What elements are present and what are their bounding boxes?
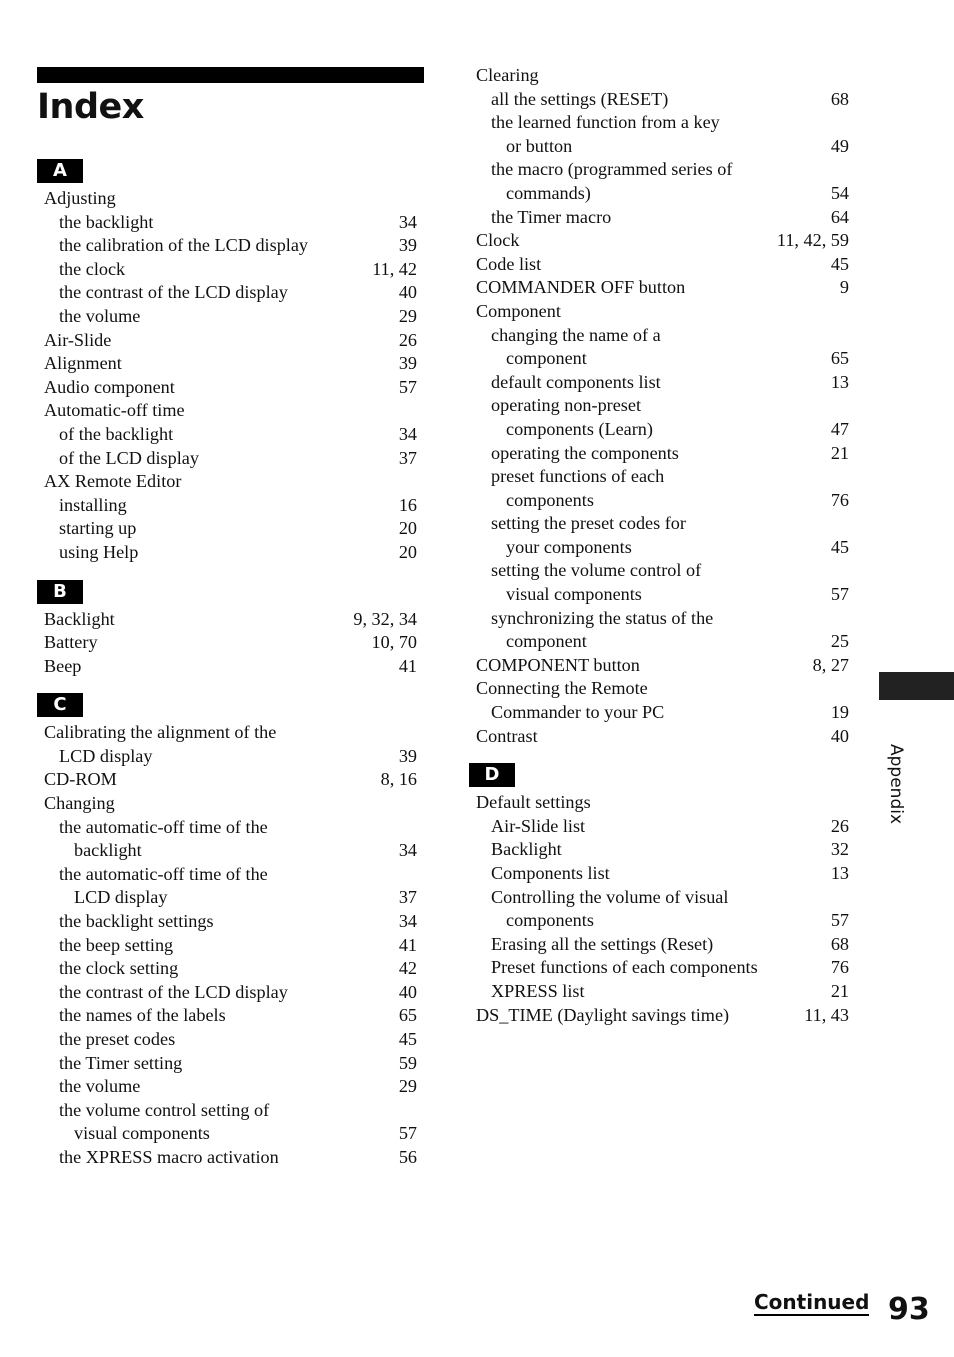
index-entry bbox=[44, 447, 417, 471]
index-entry bbox=[476, 229, 849, 253]
index-entry-pages: 57 bbox=[830, 910, 849, 931]
section-letter: B bbox=[37, 580, 83, 604]
index-entry-text: the Timer setting bbox=[59, 1052, 183, 1073]
index-entry-text: the volume bbox=[59, 1076, 141, 1097]
index-entry-text: Commander to your PC bbox=[491, 702, 665, 723]
index-entry-pages: 54 bbox=[830, 182, 849, 203]
index-entry-pages: 49 bbox=[830, 135, 849, 156]
index-entry-pages: 26 bbox=[398, 329, 417, 350]
index-entry-pages: 76 bbox=[830, 957, 849, 978]
index-entry-text: components (Learn) bbox=[506, 418, 653, 439]
index-entry bbox=[476, 206, 849, 230]
index-entry-text: Clock bbox=[476, 230, 520, 251]
index-entry-text: Automatic-off time bbox=[44, 400, 185, 421]
index-entry-pages: 34 bbox=[398, 211, 417, 232]
index-entry-text: Backlight bbox=[491, 839, 562, 860]
index-entry bbox=[44, 305, 417, 329]
index-entry bbox=[476, 111, 849, 135]
index-entry-pages: 41 bbox=[398, 655, 417, 676]
index-entry bbox=[476, 182, 849, 206]
index-entry-pages: 56 bbox=[398, 1146, 417, 1167]
index-entry-pages: 37 bbox=[398, 447, 417, 468]
index-entry-text: Alignment bbox=[44, 353, 122, 374]
index-entry-text: Adjusting bbox=[44, 188, 116, 208]
index-entry-pages: 25 bbox=[830, 631, 849, 652]
index-entry bbox=[476, 394, 849, 418]
index-entry-text: Controlling the volume of visual bbox=[491, 886, 729, 907]
index-entry bbox=[476, 442, 849, 466]
index-entry bbox=[44, 234, 417, 258]
index-entry bbox=[476, 725, 849, 749]
index-entry-text: using Help bbox=[59, 541, 139, 562]
index-entry-pages: 76 bbox=[830, 489, 849, 510]
index-entry-text: all the settings (RESET) bbox=[491, 88, 669, 109]
index-entry-text: the contrast of the LCD display bbox=[59, 981, 288, 1002]
index-entry-text: visual components bbox=[74, 1123, 210, 1144]
index-entry bbox=[44, 981, 417, 1005]
index-entry bbox=[476, 815, 849, 839]
index-entry-text: the Timer macro bbox=[491, 206, 612, 227]
index-entry-pages: 34 bbox=[398, 911, 417, 932]
index-entry-text: Beep bbox=[44, 655, 82, 676]
index-entry-pages: 57 bbox=[398, 376, 417, 397]
index-entry-pages: 65 bbox=[398, 1005, 417, 1026]
index-entry-pages: 65 bbox=[830, 348, 849, 369]
index-entry bbox=[44, 211, 417, 235]
index-entry bbox=[476, 135, 849, 159]
index-entry bbox=[44, 187, 417, 211]
index-entry bbox=[476, 371, 849, 395]
index-entry bbox=[476, 276, 849, 300]
index-entry-text: Default settings bbox=[476, 792, 591, 813]
index-entry-pages: 11, 42, 59 bbox=[776, 230, 849, 251]
index-entry bbox=[476, 886, 849, 910]
index-entry-text: LCD display bbox=[59, 745, 153, 766]
index-entry-text: your components bbox=[506, 536, 632, 557]
index-entry-text: Components list bbox=[491, 863, 610, 883]
index-entry-text: LCD display bbox=[74, 887, 168, 908]
index-entry-pages: 8, 16 bbox=[380, 769, 417, 790]
index-entry bbox=[44, 494, 417, 518]
index-entry-text: components bbox=[506, 910, 594, 931]
index-entry bbox=[476, 654, 849, 678]
index-entry-text: backlight bbox=[74, 840, 142, 861]
index-entry-pages: 29 bbox=[398, 1076, 417, 1097]
index-entry-pages: 45 bbox=[830, 536, 849, 557]
index-entry-text: the backlight settings bbox=[59, 911, 214, 932]
index-entry-text: components bbox=[506, 489, 594, 510]
index-entry bbox=[476, 418, 849, 442]
index-entry-pages: 29 bbox=[398, 305, 417, 326]
index-entry-pages: 39 bbox=[398, 353, 417, 374]
index-entry bbox=[44, 1052, 417, 1076]
index-entry-text: Air-Slide list bbox=[491, 815, 586, 836]
index-entry-text: operating the components bbox=[491, 442, 679, 463]
index-entry bbox=[476, 933, 849, 957]
index-entry-text: setting the preset codes for bbox=[491, 513, 686, 534]
index-entry-pages: 59 bbox=[398, 1052, 417, 1073]
index-entry-text: component bbox=[506, 631, 587, 652]
index-entry-pages: 40 bbox=[830, 725, 849, 746]
index-entry bbox=[44, 399, 417, 423]
index-entry bbox=[44, 816, 417, 840]
index-entry bbox=[476, 583, 849, 607]
index-entry bbox=[44, 352, 417, 376]
index-entry bbox=[476, 862, 849, 886]
index-entry-text: the preset codes bbox=[59, 1029, 176, 1049]
index-entry bbox=[476, 677, 849, 701]
index-entry bbox=[44, 745, 417, 769]
index-entry-text: commands) bbox=[506, 182, 591, 203]
index-entry-pages: 45 bbox=[398, 1029, 417, 1049]
index-entry-text: changing the name of a bbox=[491, 324, 661, 345]
index-entry-text: the contrast of the LCD display bbox=[59, 282, 288, 303]
index-entry bbox=[476, 701, 849, 725]
section-letter: C bbox=[37, 693, 83, 717]
page-title: Index bbox=[37, 87, 144, 127]
index-entry-pages: 45 bbox=[830, 253, 849, 274]
index-entry bbox=[44, 631, 417, 655]
index-entry bbox=[476, 489, 849, 513]
section-letter: D bbox=[469, 763, 515, 787]
index-entry-pages: 11, 43 bbox=[804, 1004, 849, 1025]
index-entry-pages: 20 bbox=[398, 518, 417, 539]
index-entry-text: installing bbox=[59, 494, 127, 515]
continued-label: Continued bbox=[754, 1290, 870, 1314]
index-entry bbox=[476, 630, 849, 654]
index-entry bbox=[44, 517, 417, 541]
index-entry-pages: 20 bbox=[398, 541, 417, 562]
index-entry-pages: 8, 27 bbox=[812, 654, 849, 675]
index-entry bbox=[44, 281, 417, 305]
index-entry-text: Contrast bbox=[476, 725, 538, 746]
index-entry-pages: 34 bbox=[398, 840, 417, 861]
index-entry-text: the volume control setting of bbox=[59, 1099, 270, 1120]
index-entry-text: the beep setting bbox=[59, 934, 174, 955]
index-entry-pages: 57 bbox=[830, 584, 849, 605]
index-entry-pages: 32 bbox=[830, 839, 849, 860]
index-entry-pages: 42 bbox=[398, 958, 417, 979]
index-entry-text: operating non-preset bbox=[491, 395, 641, 416]
index-entry-pages: 13 bbox=[830, 863, 849, 883]
index-entry-text: setting the volume control of bbox=[491, 560, 702, 581]
index-entry bbox=[476, 253, 849, 277]
index-entry bbox=[44, 934, 417, 958]
index-entry bbox=[44, 376, 417, 400]
index-entry-text: the learned function from a key bbox=[491, 112, 720, 133]
index-entry bbox=[44, 839, 417, 863]
index-entry bbox=[44, 423, 417, 447]
index-entry-pages: 34 bbox=[398, 423, 417, 444]
index-entry-text: Changing bbox=[44, 793, 115, 814]
index-entry-pages: 40 bbox=[398, 981, 417, 1002]
index-entry bbox=[44, 541, 417, 565]
index-entry bbox=[44, 608, 417, 632]
index-entry-text: Erasing all the settings (Reset) bbox=[491, 933, 714, 954]
index-entry-pages: 9 bbox=[839, 277, 849, 298]
index-entry-pages: 21 bbox=[830, 980, 849, 1001]
index-entry bbox=[44, 470, 417, 494]
index-entry-text: XPRESS list bbox=[491, 980, 585, 1001]
index-entry bbox=[476, 838, 849, 862]
section-tab-marker bbox=[879, 672, 954, 700]
index-entry-pages: 13 bbox=[830, 371, 849, 392]
index-entry bbox=[44, 1146, 417, 1170]
index-entry bbox=[44, 721, 417, 745]
index-entry-text: Audio component bbox=[44, 376, 175, 397]
page-number: 93 bbox=[888, 1292, 930, 1327]
index-entry bbox=[476, 536, 849, 560]
index-entry bbox=[476, 559, 849, 583]
index-entry bbox=[476, 607, 849, 631]
index-entry-text: synchronizing the status of the bbox=[491, 607, 714, 628]
index-entry-text: Component bbox=[476, 300, 561, 321]
index-entry-text: the backlight bbox=[59, 211, 154, 232]
index-entry bbox=[44, 910, 417, 934]
index-entry-text: the automatic-off time of the bbox=[59, 816, 268, 837]
index-entry-text: or button bbox=[506, 135, 573, 156]
index-entry bbox=[476, 791, 849, 815]
index-entry bbox=[476, 512, 849, 536]
index-entry-text: Backlight bbox=[44, 608, 115, 629]
index-entry bbox=[476, 300, 849, 324]
index-entry-text: the automatic-off time of the bbox=[59, 863, 268, 884]
index-entry bbox=[476, 347, 849, 371]
index-entry-pages: 26 bbox=[830, 815, 849, 836]
index-entry-text: default components list bbox=[491, 371, 661, 392]
index-entry-text: preset functions of each bbox=[491, 466, 665, 487]
index-entry bbox=[476, 465, 849, 489]
index-entry-text: Preset functions of each components bbox=[491, 957, 758, 978]
index-entry bbox=[476, 909, 849, 933]
index-entry-text: Code list bbox=[476, 253, 542, 274]
index-entry-text: COMPONENT button bbox=[476, 654, 640, 675]
index-entry-text: the calibration of the LCD display bbox=[59, 235, 309, 256]
index-entry-text: the names of the labels bbox=[59, 1005, 226, 1026]
index-entry bbox=[44, 329, 417, 353]
index-entry-text: CD-ROM bbox=[44, 769, 117, 790]
index-entry-text: Air-Slide bbox=[44, 329, 112, 350]
index-entry-pages: 21 bbox=[830, 442, 849, 463]
index-entry bbox=[44, 1004, 417, 1028]
index-entry-pages: 68 bbox=[830, 88, 849, 109]
index-entry bbox=[44, 768, 417, 792]
index-entry-text: starting up bbox=[59, 518, 137, 539]
index-entry-text: the clock setting bbox=[59, 958, 179, 979]
index-entry-pages: 39 bbox=[398, 745, 417, 766]
index-entry-pages: 37 bbox=[398, 887, 417, 908]
index-entry-text: Calibrating the alignment of the bbox=[44, 722, 277, 743]
index-entry-pages: 68 bbox=[830, 933, 849, 954]
index-entry-text: DS_TIME (Daylight savings time) bbox=[476, 1004, 730, 1025]
index-entry bbox=[476, 956, 849, 980]
index-entry bbox=[476, 158, 849, 182]
index-entry-text: visual components bbox=[506, 584, 642, 605]
index-entry bbox=[44, 258, 417, 282]
index-entry-text: the clock bbox=[59, 258, 126, 279]
index-entry bbox=[44, 1028, 417, 1052]
index-entry bbox=[44, 792, 417, 816]
index-entry-text: of the backlight bbox=[59, 423, 174, 444]
index-entry bbox=[44, 655, 417, 679]
section-letter: A bbox=[37, 159, 83, 183]
index-entry-text: the volume bbox=[59, 305, 141, 326]
index-entry-text: the XPRESS macro activation bbox=[59, 1146, 279, 1167]
title-rule bbox=[37, 67, 424, 83]
index-entry bbox=[44, 957, 417, 981]
index-entry-text: Connecting the Remote bbox=[476, 678, 648, 699]
index-entry bbox=[476, 1004, 849, 1028]
index-entry-pages: 64 bbox=[830, 206, 849, 227]
index-entry bbox=[476, 64, 849, 88]
index-entry bbox=[476, 980, 849, 1004]
index-entry-pages: 47 bbox=[830, 418, 849, 439]
index-entry-pages: 16 bbox=[398, 494, 417, 515]
index-entry-text: Clearing bbox=[476, 65, 539, 85]
index-entry-pages: 19 bbox=[830, 702, 849, 723]
index-entry bbox=[476, 88, 849, 112]
index-entry-pages: 41 bbox=[398, 934, 417, 955]
index-entry-text: of the LCD display bbox=[59, 447, 199, 468]
index-entry-text: the macro (programmed series of bbox=[491, 159, 733, 180]
index-entry-pages: 39 bbox=[398, 235, 417, 256]
index-entry bbox=[44, 1099, 417, 1123]
index-entry bbox=[44, 863, 417, 887]
side-tab-label: Appendix bbox=[886, 744, 906, 825]
index-entry-text: COMMANDER OFF button bbox=[476, 277, 686, 298]
index-entry-text: component bbox=[506, 348, 587, 369]
index-entry bbox=[44, 1075, 417, 1099]
index-entry-text: AX Remote Editor bbox=[44, 471, 182, 492]
index-entry bbox=[44, 886, 417, 910]
index-entry-pages: 11, 42 bbox=[372, 258, 417, 279]
index-column-left bbox=[37, 159, 417, 1170]
index-entry-pages: 40 bbox=[398, 282, 417, 303]
index-column-right bbox=[469, 64, 849, 1027]
index-entry bbox=[44, 1122, 417, 1146]
index-entry bbox=[476, 324, 849, 348]
index-entry-pages: 57 bbox=[398, 1123, 417, 1144]
index-entry-text: Battery bbox=[44, 632, 98, 653]
index-entry-pages: 10, 70 bbox=[371, 632, 417, 653]
index-entry-pages: 9, 32, 34 bbox=[353, 608, 417, 629]
